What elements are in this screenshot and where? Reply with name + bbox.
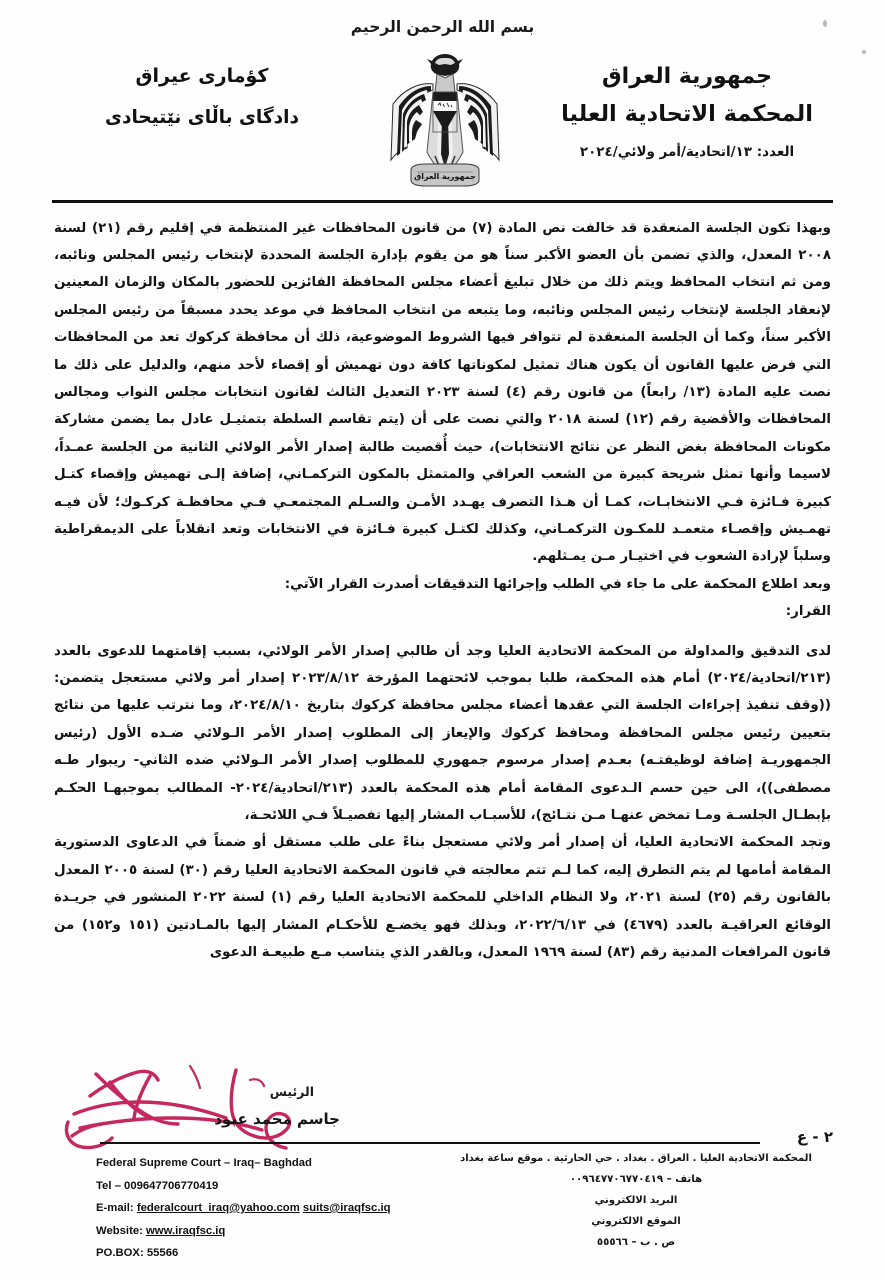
country-name-kurdish: كؤمارى عيراق: [135, 65, 269, 87]
header-arabic-block: [537, 42, 837, 160]
court-name-kurdish: دادگاى باڵاى نێتيحادى: [105, 107, 299, 129]
header-kurdish-block: [52, 42, 352, 134]
footer-address-ar: المحكمة الاتحادية العليا . العراق . بغداد . حي الحارثية . موقع ساعة بغداد: [460, 1153, 812, 1164]
footer-email-label-ar: البريد الالكتروني: [594, 1195, 678, 1206]
document-header: [0, 36, 885, 190]
footer-website-label-ar: الموقع الالكتروني: [591, 1216, 681, 1227]
footer-email-label: E-mail:: [96, 1202, 134, 1214]
footer-arabic-block: [441, 1148, 831, 1253]
footer-telephone-en: Tel – 009647706770419: [96, 1179, 219, 1192]
footer-pobox-ar: ص . ب – ٥٥٥٦٦: [596, 1237, 676, 1248]
country-name-arabic: جمهورية العراق: [602, 64, 772, 89]
scan-artifact: [823, 20, 827, 27]
bismillah-text: بسم الله الرحمن الرحيم: [350, 18, 535, 36]
decision-paragraph-1: لدى التدقيق والمداولة من المحكمة الاتحادية العليا وجد أن طالبي إصدار الأمر الولائي، بسبب إقامتهما للدعوى بالعدد (٢١٣/اتحادية/٢٠٢٤) أمام هذه المحكمة، طلبا بموجب لائحتهما المؤرخة ٢٠٢٣/٨/١٢ إصدار أمر ولائي مستعجل يتضمن: ((وقف تنفيذ إجراءات الجلسة التي عقدها أعضاء مجلس محافظة كركوك بتاريخ ٢٠٢٤/٨/١٠، وما نترتب عليها من نتائج بتعيين رئيس مجلس المحافظة ومحافظ كركوك والإيعاز إلى المطلوب إصدار الأمر الـولائي ضـده الأول (رئيس الجمهوريـة إضافة لوظيفتـه) بعـدم إصدار مرسوم جمهوري للمطلوب إصدار الأمر الـولائي ضده الثاني- ريبوار طـه مصطفى))، الى حين حسم الـدعوى المقامة أمام هذه المحكمة بالعدد (٢١٣/اتحادية/٢٠٢٤- المطالب بموجبهـا الحكـم بإبطـال الجلسـة ومـا تمخض عنهـا مـن نتـائج)، للأسبـاب المشار إليها تفصيـلاً فـي اللائحـة،: [54, 643, 831, 824]
signatory-title: الرئيس: [269, 1084, 314, 1099]
decision-paragraph-2: وتجد المحكمة الاتحادية العليا، أن إصدار أمر ولائي مستعجل بناءً على طلب مستقل أو ضمناً في الدعاوى الدستورية المقامة أمامها لم يتم التطرق إليه، كما لـم تتم معالجته في قانون المحكمة الاتحادية العليا رقم (٣٠) لسنة ٢٠٠٥ المعدل بالقانون رقم (٢٥) لسنة ٢٠٢١، ولا النظام الداخلي للمحكمة الاتحادية العليا رقم (١) لسنة ٢٠٢٢ المنشور في جريـدة الوقائع العراقيـة بالعدد (٤٦٧٩) في ٢٠٢٢/٦/١٣، وبذلك فهو يخضـع للأحكـام المشار إليها بالمـادتين (١٥١ و١٥٢) من قانون المرافعات المدنية رقم (٨٣) لسنة ١٩٦٩ المعدل، وبالقدر الذي يتناسب مـع طبيعـة الدعوى: [54, 835, 832, 961]
scan-artifact: [862, 50, 866, 54]
body-paragraph-1: وبهذا تكون الجلسة المنعقدة قد خالفت نص المادة (٧) من قانون المحافظات غير المنتظمة في إقليم رقم (٢١) لسنة ٢٠٠٨ المعدل، والذي تضمن بأن العضو الأكبر سناً هو من يقوم بإدارة الجلسة المحددة لإنتخاب رئيس المجلس ونائبه، ومن ثم انتخاب المحافظ ويتم ذلك من خلال تبليغ أعضاء مجلس المحافظة الفائزين للحضور بالمكان والزمان المعينين لإنعقاد الجلسة لإنتخاب رئيس المجلس ونائبه، وما يتبعه من انتخاب المحافظ في موعد يحدد مسبقاً من رئيس المجلس الأكبر سناً، وكما أن الجلسة المنعقدة لم تتوافر فيها الشروط الموضوعية، ذلك أن محافظة كركوك تعد من المحافظات التي فرض عليها القانون أن يكون هناك تمثيل لمكوناتها كافة دون تهميش أو إقصاء لأحد منهم، والدليل على ذلك ما نصت عليه المادة (١٣/ رابعاً) من قانون رقم (٤) لسنة ٢٠٢٣ التعديل الثالث لقانون انتخابات مجلس النواب ومجالس المحافظات والأقضية رقم (١٢) لسنة ٢٠١٨ والتي نصت على أن (يتم تقاسم السلطة بتمثيـل عادل بما يضمن مشاركة مكونات المحافظة بغض النظر عن نتائج الانتخابات)، حيث أُقصيت طالبة إصدار الأمر الولائي الثانية من الجلسة عمـداً، لاسيما وأنها تمثل شريحة كبيرة من الشعب العراقي والمتمثل بالمكون التركمـاني، إضافة إلـى تهميش وإقصاء كتـل كبيرة فـائزة فـي الانتخابـات، كمـا أن هـذا التصرف يهـدد الأمـن والسـلم المجتمعـي فـي محافظـة كركـوك؛ لأن فيـه تهمـيش وإقصـاء متعمـد للمكـون التركمـاني، وكذلك لكتـل كبيرة فـائزة في الانتخابات وتعد انقلاباً على الديمقراطية وسلباً لإرادة الشعوب في اختيـار مـن يمـثلهم.: [54, 220, 832, 565]
footer-email-secondary[interactable]: suits@iraqfsc.iq: [302, 1202, 391, 1214]
footer-website-link[interactable]: www.iraqfsc.iq: [146, 1224, 226, 1237]
page-marker: ٢ - ع: [796, 1128, 833, 1146]
court-name-arabic: المحكمة الاتحادية العليا: [561, 101, 813, 127]
footer-pobox-en: PO.BOX: 55566: [96, 1247, 179, 1259]
footer-email-primary[interactable]: federalcourt_iraq@yahoo.com: [136, 1202, 300, 1214]
footer-court-name-en: Federal Supreme Court – Iraq– Baghdad: [96, 1157, 312, 1169]
footer-divider-rule: [100, 1142, 760, 1144]
emblem-caption: جمهورية العراق: [413, 172, 476, 181]
case-number: العدد: ١٣/اتحادية/أمر ولائي/٢٠٢٤: [579, 143, 795, 160]
footer-website-label: Website:: [96, 1224, 143, 1237]
body-paragraph-2: وبعد اطلاع المحكمة على ما جاء في الطلب وإجرائها التدقيقات أصدرت القرار الآتي:: [284, 576, 831, 592]
signatory-name: جاسم محمد عبود: [214, 1110, 340, 1128]
footer-telephone-ar: هاتف – ٠٠٩٦٤٧٧٠٦٧٧٠٤١٩: [569, 1174, 703, 1185]
iraqi-eagle-of-saladin-icon: [381, 48, 509, 190]
document-body: [0, 203, 885, 967]
decision-label: القرار:: [785, 604, 831, 620]
